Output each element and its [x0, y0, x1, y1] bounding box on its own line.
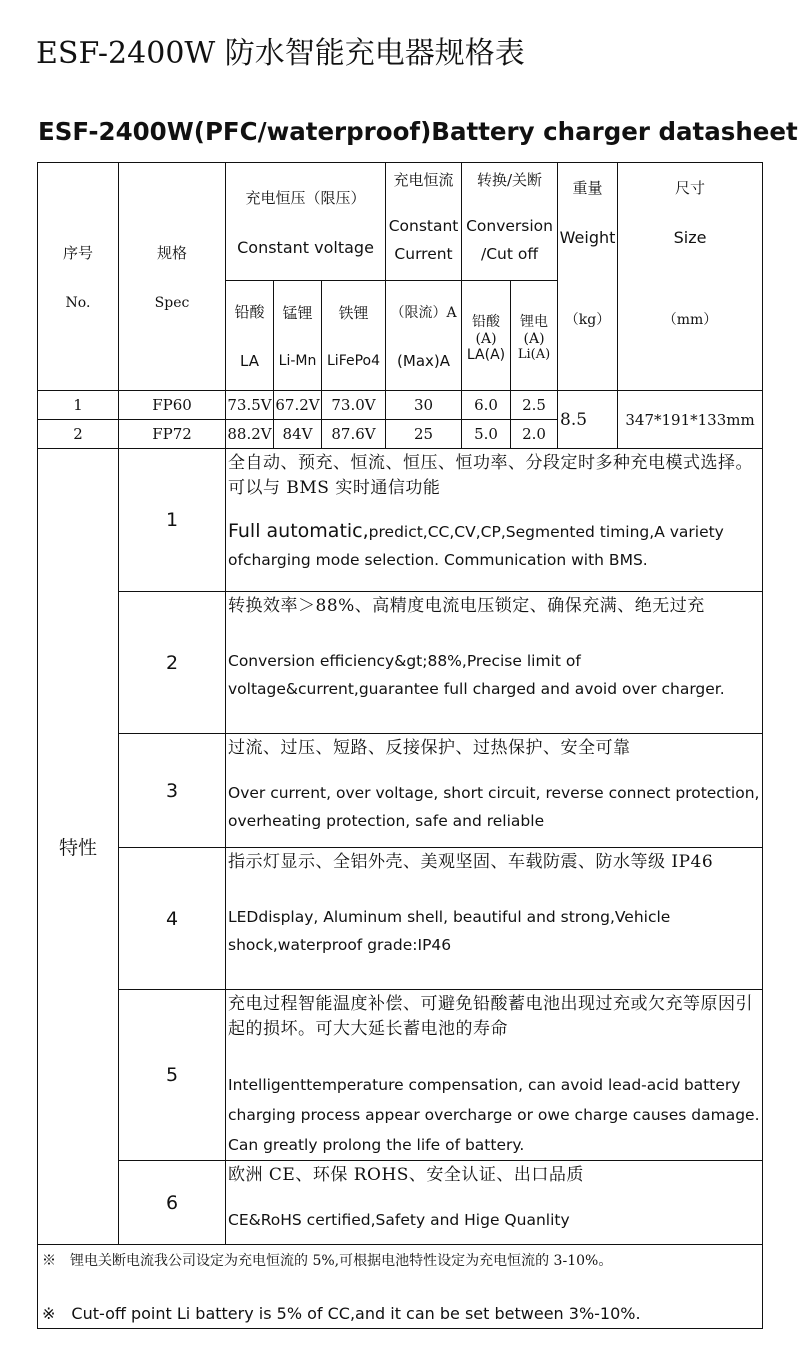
header-lifepo — [322, 281, 386, 391]
row-spec: FP60 — [119, 391, 226, 420]
header-la — [226, 281, 274, 391]
feature-desc-cn: 充电过程智能温度补偿、可避免铅酸蓄电池出现过充或欠充等原因引起的损坏。可大大延长蓄电池的寿命 — [228, 994, 753, 1039]
note-en: ※ Cut-off point Li battery is 5% of CC,and it can be set between 3%-10%. — [38, 1275, 763, 1329]
feature-desc-cn: 指示灯显示、全铝外壳、美观坚固、车载防震、防水等级 IP46 — [228, 852, 714, 872]
feature-desc — [226, 848, 763, 990]
row-lifepo: 73.0V — [322, 391, 386, 420]
datasheet-table — [37, 162, 763, 1329]
feature-desc-cn: 过流、过压、短路、反接保护、过热保护、安全可靠 — [228, 738, 631, 758]
feature-desc — [226, 734, 763, 848]
feature-number: 4 — [119, 848, 226, 990]
header-co-en1: Conversion — [466, 217, 553, 235]
header-co-la — [462, 281, 511, 391]
row-co-la: 5.0 — [462, 420, 511, 449]
feature-desc — [226, 592, 763, 734]
row-no: 2 — [38, 420, 119, 449]
header-co-li-cn: 锂电 — [520, 314, 549, 330]
feature-row — [38, 592, 763, 734]
header-weight — [558, 163, 618, 391]
header-size-en: Size — [673, 228, 707, 247]
header-size — [618, 163, 763, 391]
feature-desc — [226, 1161, 763, 1245]
row-spec: FP72 — [119, 420, 226, 449]
header-spec — [119, 163, 226, 391]
row-max: 25 — [386, 420, 462, 449]
header-la-cn: 铅酸 — [234, 303, 265, 321]
header-max-cn: （限流）A — [390, 304, 457, 321]
page-title-cn: ESF-2400W 防水智能充电器规格表 — [36, 36, 525, 71]
page-title-en: ESF-2400W(PFC/waterproof)Battery charger datasheet — [38, 117, 798, 146]
row-lifepo: 87.6V — [322, 420, 386, 449]
header-co-la-unit: (A) — [475, 330, 497, 347]
header-size-unit: （mm） — [662, 312, 718, 328]
size-value: 347*191*133mm — [618, 391, 763, 449]
feature-number: 2 — [119, 592, 226, 734]
feature-desc-cn: 欧洲 CE、环保 ROHS、安全认证、出口品质 — [228, 1165, 584, 1185]
header-weight-unit: （kg） — [564, 312, 611, 328]
header-cc-en1: Constant — [388, 217, 459, 235]
feature-row — [38, 734, 763, 848]
header-cv-en: Constant voltage — [237, 237, 374, 257]
header-lifepo-en: LiFePo4 — [327, 353, 381, 369]
row-limn: 67.2V — [274, 391, 322, 420]
header-conversion — [462, 163, 558, 281]
header-co-cn: 转换/关断 — [477, 171, 543, 189]
header-max — [386, 281, 462, 391]
feature-row — [38, 848, 763, 990]
note-cn: ※ 锂电关断电流我公司设定为充电恒流的 5%,可根据电池特性设定为充电恒流的 3-10%。 — [38, 1245, 763, 1275]
header-lifepo-cn: 铁锂 — [338, 304, 369, 322]
header-la-en: LA — [240, 352, 259, 370]
header-limn-cn: 锰锂 — [282, 304, 313, 322]
feature-number: 5 — [119, 990, 226, 1161]
row-la: 73.5V — [226, 391, 274, 420]
header-co-li — [511, 281, 558, 391]
header-spec-en: Spec — [154, 295, 190, 311]
header-no-cn: 序号 — [62, 244, 93, 262]
feature-desc-en: LEDdisplay, Aluminum shell, beautiful and strong,Vehicle shock,waterproof grade:IP46 — [228, 908, 671, 954]
feature-desc-cn: 全自动、预充、恒流、恒压、恒功率、分段定时多种充电模式选择。可以与 BMS 实时通信功能 — [228, 453, 753, 498]
header-size-cn: 尺寸 — [675, 179, 706, 197]
feature-desc-en-lead: Full automatic, — [228, 520, 369, 542]
feature-number: 1 — [119, 449, 226, 592]
header-constant-voltage — [226, 163, 386, 281]
header-no — [38, 163, 119, 391]
header-constant-current — [386, 163, 462, 281]
row-no: 1 — [38, 391, 119, 420]
feature-row — [38, 1161, 763, 1245]
row-la: 88.2V — [226, 420, 274, 449]
row-co-la: 6.0 — [462, 391, 511, 420]
header-cc-cn: 充电恒流 — [393, 171, 454, 189]
row-co-li: 2.0 — [511, 420, 558, 449]
features-label: 特性 — [38, 449, 119, 1245]
row-max: 30 — [386, 391, 462, 420]
header-no-en: No. — [65, 295, 91, 311]
feature-number: 3 — [119, 734, 226, 848]
feature-desc-en: Conversion efficiency&gt;88%,Precise limit of voltage&current,guarantee full charged and avoid over charger. — [228, 652, 725, 698]
feature-desc — [226, 449, 763, 592]
header-cc-en2: Current — [394, 245, 453, 263]
table-row — [38, 391, 763, 420]
feature-desc-cn: 转换效率＞88%、高精度电流电压锁定、确保充满、绝无过充 — [228, 596, 705, 616]
feature-desc-en: predict,CC,CV,CP,Segmented timing,A variety ofcharging mode selection. Communication with BMS. — [228, 523, 724, 569]
feature-desc-en: CE&RoHS certified,Safety and Hige Quanlity — [228, 1211, 570, 1229]
header-co-li-unit: (A) — [523, 331, 545, 347]
header-co-en2: /Cut off — [481, 245, 539, 263]
row-limn: 84V — [274, 420, 322, 449]
header-cv-cn: 充电恒压（限压） — [245, 188, 366, 207]
header-max-en: (Max)A — [397, 351, 451, 370]
header-limn — [274, 281, 322, 391]
feature-number: 6 — [119, 1161, 226, 1245]
feature-desc — [226, 990, 763, 1161]
header-limn-en: Li-Mn — [278, 353, 317, 369]
feature-desc-en: Over current, over voltage, short circuit, reverse connect protection, overheating protection, safe and reliable — [228, 784, 760, 830]
header-co-li-en: Li(A) — [517, 347, 551, 362]
feature-desc-en: Intelligenttemperature compensation, can avoid lead-acid battery charging process appear overcharge or owe charge causes damage. Can greatly prolong the life of battery. — [228, 1076, 760, 1154]
header-co-la-en: LA(A) — [466, 346, 506, 363]
row-co-li: 2.5 — [511, 391, 558, 420]
header-spec-cn: 规格 — [156, 244, 187, 262]
feature-row — [38, 449, 763, 592]
header-weight-cn: 重量 — [572, 179, 603, 197]
weight-value: 8.5 — [558, 391, 618, 449]
header-co-la-cn: 铅酸 — [472, 313, 501, 330]
header-weight-en: Weight — [559, 228, 616, 247]
feature-row — [38, 990, 763, 1161]
